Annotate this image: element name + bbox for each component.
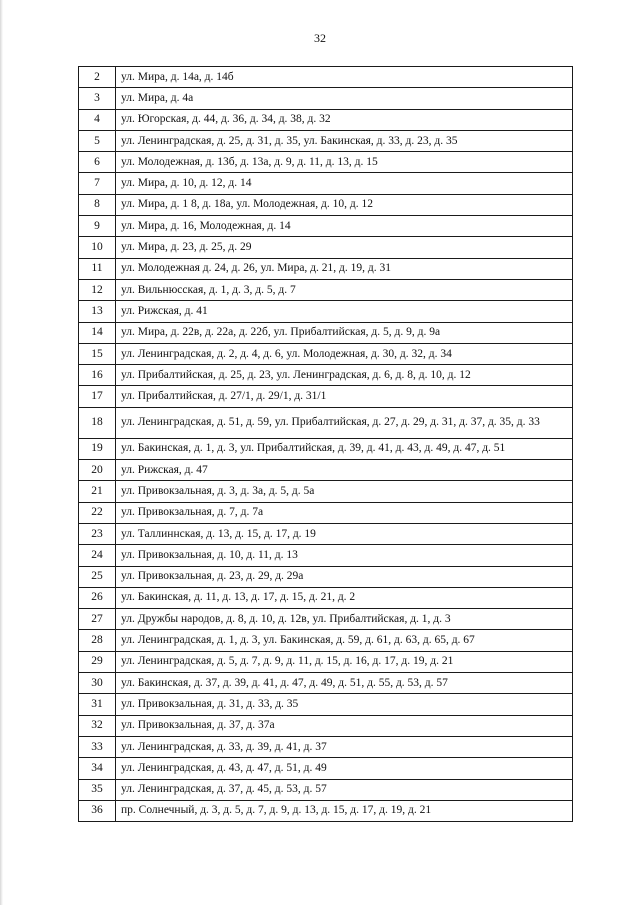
row-number: 31: [79, 694, 116, 715]
row-number: 3: [79, 88, 116, 109]
row-addresses: ул. Ленинградская, д. 37, д. 45, д. 53, д. 57: [116, 779, 573, 800]
table-row: [79, 651, 573, 672]
row-addresses: ул. Привокзальная, д. 3, д. 3а, д. 5, д. 5а: [116, 481, 573, 502]
table-row: [79, 800, 573, 821]
row-number: 29: [79, 651, 116, 672]
row-number: 21: [79, 481, 116, 502]
table-row: [79, 88, 573, 109]
row-addresses: ул. Привокзальная, д. 23, д. 29, д. 29а: [116, 566, 573, 587]
row-addresses: ул. Рижская, д. 47: [116, 460, 573, 481]
row-number: 4: [79, 109, 116, 130]
row-number: 11: [79, 258, 116, 279]
table-row: [79, 301, 573, 322]
row-addresses: ул. Ленинградская, д. 2, д. 4, д. 6, ул. Молодежная, д. 30, д. 32, д. 34: [116, 343, 573, 364]
row-number: 25: [79, 566, 116, 587]
row-number: 36: [79, 800, 116, 821]
table-row: [79, 386, 573, 407]
row-addresses: ул. Мира, д. 10, д. 12, д. 14: [116, 173, 573, 194]
table-row: [79, 460, 573, 481]
row-number: 8: [79, 194, 116, 215]
row-number: 24: [79, 545, 116, 566]
row-addresses: ул. Ленинградская, д. 25, д. 31, д. 35, ул. Бакинская, д. 33, д. 23, д. 35: [116, 130, 573, 151]
table-row: [79, 630, 573, 651]
address-table-body: [79, 67, 573, 822]
row-addresses: пр. Солнечный, д. 3, д. 5, д. 7, д. 9, д. 13, д. 15, д. 17, д. 19, д. 21: [116, 800, 573, 821]
row-addresses: ул. Мира, д. 16, Молодежная, д. 14: [116, 216, 573, 237]
row-number: 9: [79, 216, 116, 237]
row-number: 27: [79, 609, 116, 630]
table-row: [79, 779, 573, 800]
scan-edge-shadow: [0, 0, 3, 905]
row-addresses: ул. Мира, д. 22в, д. 22а, д. 22б, ул. Прибалтийская, д. 5, д. 9, д. 9а: [116, 322, 573, 343]
row-addresses: ул. Мира, д. 1 8, д. 18а, ул. Молодежная, д. 10, д. 12: [116, 194, 573, 215]
table-row: [79, 566, 573, 587]
row-number: 7: [79, 173, 116, 194]
row-number: 10: [79, 237, 116, 258]
row-addresses: ул. Ленинградская, д. 43, д. 47, д. 51, д. 49: [116, 758, 573, 779]
row-number: 18: [79, 407, 116, 438]
row-addresses: ул. Бакинская, д. 11, д. 13, д. 17, д. 15, д. 21, д. 2: [116, 587, 573, 608]
row-addresses: ул. Молодежная д. 24, д. 26, ул. Мира, д. 21, д. 19, д. 31: [116, 258, 573, 279]
row-addresses: ул. Югорская, д. 44, д. 36, д. 34, д. 38, д. 32: [116, 109, 573, 130]
table-row: [79, 173, 573, 194]
row-addresses: ул. Ленинградская, д. 51, д. 59, ул. Прибалтийская, д. 27, д. 29, д. 31, д. 37, д. 35, д. 33: [116, 407, 573, 438]
row-addresses: ул. Ленинградская, д. 5, д. 7, д. 9, д. 11, д. 15, д. 16, д. 17, д. 19, д. 21: [116, 651, 573, 672]
table-row: [79, 609, 573, 630]
row-number: 23: [79, 523, 116, 544]
row-addresses: ул. Привокзальная, д. 31, д. 33, д. 35: [116, 694, 573, 715]
table-row: [79, 438, 573, 459]
row-number: 32: [79, 715, 116, 736]
row-addresses: ул. Привокзальная, д. 10, д. 11, д. 13: [116, 545, 573, 566]
row-addresses: ул. Ленинградская, д. 1, д. 3, ул. Бакинская, д. 59, д. 61, д. 63, д. 65, д. 67: [116, 630, 573, 651]
table-row: [79, 152, 573, 173]
row-number: 13: [79, 301, 116, 322]
row-number: 34: [79, 758, 116, 779]
row-number: 22: [79, 502, 116, 523]
table-row: [79, 545, 573, 566]
table-row: [79, 343, 573, 364]
table-row: [79, 673, 573, 694]
table-row: [79, 365, 573, 386]
row-addresses: ул. Прибалтийская, д. 25, д. 23, ул. Ленинградская, д. 6, д. 8, д. 10, д. 12: [116, 365, 573, 386]
row-addresses: ул. Мира, д. 23, д. 25, д. 29: [116, 237, 573, 258]
row-addresses: ул. Бакинская, д. 1, д. 3, ул. Прибалтийская, д. 39, д. 41, д. 43, д. 49, д. 47, д. 51: [116, 438, 573, 459]
row-number: 12: [79, 279, 116, 300]
table-row: [79, 502, 573, 523]
row-addresses: ул. Прибалтийская, д. 27/1, д. 29/1, д. 31/1: [116, 386, 573, 407]
table-row: [79, 237, 573, 258]
row-number: 33: [79, 736, 116, 757]
address-table: [78, 66, 573, 822]
table-row: [79, 216, 573, 237]
row-addresses: ул. Вильнюсская, д. 1, д. 3, д. 5, д. 7: [116, 279, 573, 300]
row-number: 35: [79, 779, 116, 800]
table-row: [79, 67, 573, 88]
row-addresses: ул. Молодежная, д. 13б, д. 13а, д. 9, д. 11, д. 13, д. 15: [116, 152, 573, 173]
row-addresses: ул. Ленинградская, д. 33, д. 39, д. 41, д. 37: [116, 736, 573, 757]
row-number: 28: [79, 630, 116, 651]
table-row: [79, 694, 573, 715]
table-row: [79, 130, 573, 151]
row-addresses: ул. Рижская, д. 41: [116, 301, 573, 322]
row-number: 15: [79, 343, 116, 364]
row-number: 6: [79, 152, 116, 173]
row-addresses: ул. Привокзальная, д. 37, д. 37а: [116, 715, 573, 736]
row-number: 26: [79, 587, 116, 608]
page-number: 32: [314, 31, 326, 45]
row-number: 2: [79, 67, 116, 88]
row-number: 16: [79, 365, 116, 386]
table-row: [79, 587, 573, 608]
row-addresses: ул. Таллиннская, д. 13, д. 15, д. 17, д. 19: [116, 523, 573, 544]
table-row: [79, 736, 573, 757]
row-number: 19: [79, 438, 116, 459]
table-row: [79, 279, 573, 300]
table-row: [79, 407, 573, 438]
table-row: [79, 523, 573, 544]
row-addresses: ул. Мира, д. 14а, д. 14б: [116, 67, 573, 88]
table-row: [79, 322, 573, 343]
table-row: [79, 715, 573, 736]
table-row: [79, 109, 573, 130]
row-number: 14: [79, 322, 116, 343]
table-row: [79, 194, 573, 215]
table-row: [79, 258, 573, 279]
row-number: 30: [79, 673, 116, 694]
row-addresses: ул. Привокзальная, д. 7, д. 7а: [116, 502, 573, 523]
row-addresses: ул. Мира, д. 4а: [116, 88, 573, 109]
table-row: [79, 758, 573, 779]
row-number: 20: [79, 460, 116, 481]
row-addresses: ул. Бакинская, д. 37, д. 39, д. 41, д. 47, д. 49, д. 51, д. 55, д. 53, д. 57: [116, 673, 573, 694]
row-number: 5: [79, 130, 116, 151]
table-row: [79, 481, 573, 502]
row-addresses: ул. Дружбы народов, д. 8, д. 10, д. 12в, ул. Прибалтийская, д. 1, д. 3: [116, 609, 573, 630]
row-number: 17: [79, 386, 116, 407]
